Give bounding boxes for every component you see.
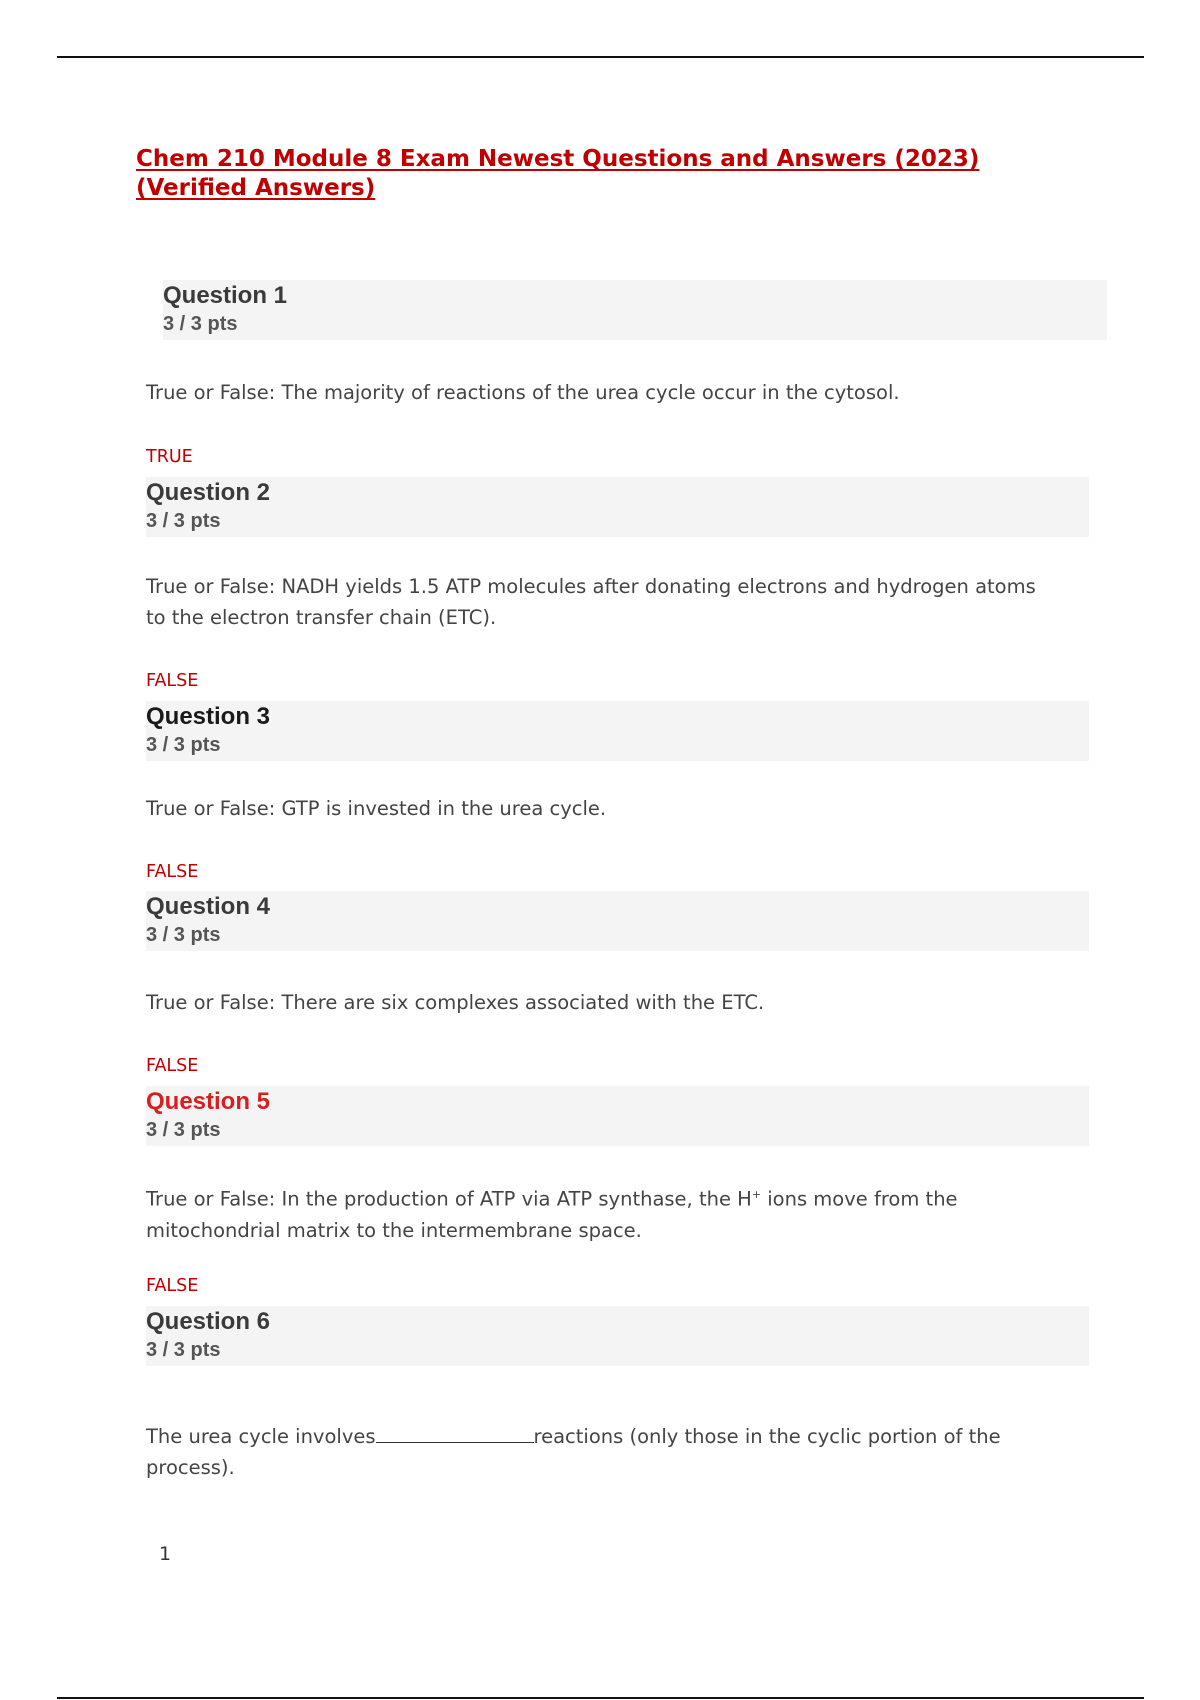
question-6-text-after-blank: reactions (only those in the cyclic portion of the [533, 1425, 1001, 1448]
question-3-title: Question 3 [146, 703, 271, 730]
question-4-text: True or False: There are six complexes associated with the ETC. [146, 991, 765, 1014]
question-2-text [146, 571, 1046, 633]
question-6-points: 3 / 3 pts [146, 1339, 221, 1361]
document-title [136, 145, 1036, 203]
question-2-header [146, 477, 1089, 537]
question-6-text [146, 1421, 1046, 1483]
question-5-header [146, 1086, 1089, 1146]
question-1-points: 3 / 3 pts [163, 313, 238, 335]
question-2-title: Question 2 [146, 479, 271, 506]
question-1-title: Question 1 [163, 282, 288, 309]
document-title-line2: (Verified Answers) [136, 175, 376, 201]
question-5-title: Question 5 [146, 1088, 271, 1115]
question-4-title: Question 4 [146, 893, 271, 920]
question-6-header [146, 1306, 1089, 1366]
question-1-header [163, 280, 1107, 340]
question-6-text-line2: process). [146, 1456, 235, 1479]
top-rule [57, 56, 1144, 58]
fill-in-blank-line [376, 1422, 534, 1443]
question-2-answer: FALSE [146, 671, 199, 691]
question-5-text-line1a: True or False: In the production of ATP via ATP synthase, the H [146, 1187, 752, 1211]
page-number: 1 [159, 1543, 172, 1565]
question-5-points: 3 / 3 pts [146, 1119, 221, 1141]
question-4-header [146, 891, 1089, 951]
document-title-line1: Chem 210 Module 8 Exam Newest Questions and Answers (2023) [136, 146, 980, 172]
question-3-answer: FALSE [146, 862, 199, 882]
question-6-title: Question 6 [146, 1308, 271, 1335]
question-2-text-line1: True or False: NADH yields 1.5 ATP molecules after donating electrons and hydrogen atoms [146, 575, 1036, 598]
question-5-text-line2: mitochondrial matrix to the intermembrane space. [146, 1218, 642, 1242]
question-4-points: 3 / 3 pts [146, 924, 221, 946]
question-3-header [146, 701, 1089, 761]
question-5-text-superscript: + [751, 1188, 762, 1201]
question-3-points: 3 / 3 pts [146, 734, 221, 756]
question-2-text-line2: to the electron transfer chain (ETC). [146, 606, 497, 629]
question-5-text-line1b: ions move from the [761, 1187, 958, 1211]
question-6-text-before-blank: The urea cycle involves [146, 1425, 376, 1448]
question-3-text: True or False: GTP is invested in the urea cycle. [146, 797, 607, 820]
question-5-text [146, 1179, 1046, 1246]
question-5-answer: FALSE [146, 1276, 199, 1296]
question-1-text: True or False: The majority of reactions of the urea cycle occur in the cytosol. [146, 381, 900, 404]
question-4-answer: FALSE [146, 1056, 199, 1076]
question-1-answer: TRUE [146, 447, 193, 467]
bottom-rule [57, 1697, 1144, 1699]
question-2-points: 3 / 3 pts [146, 510, 221, 532]
